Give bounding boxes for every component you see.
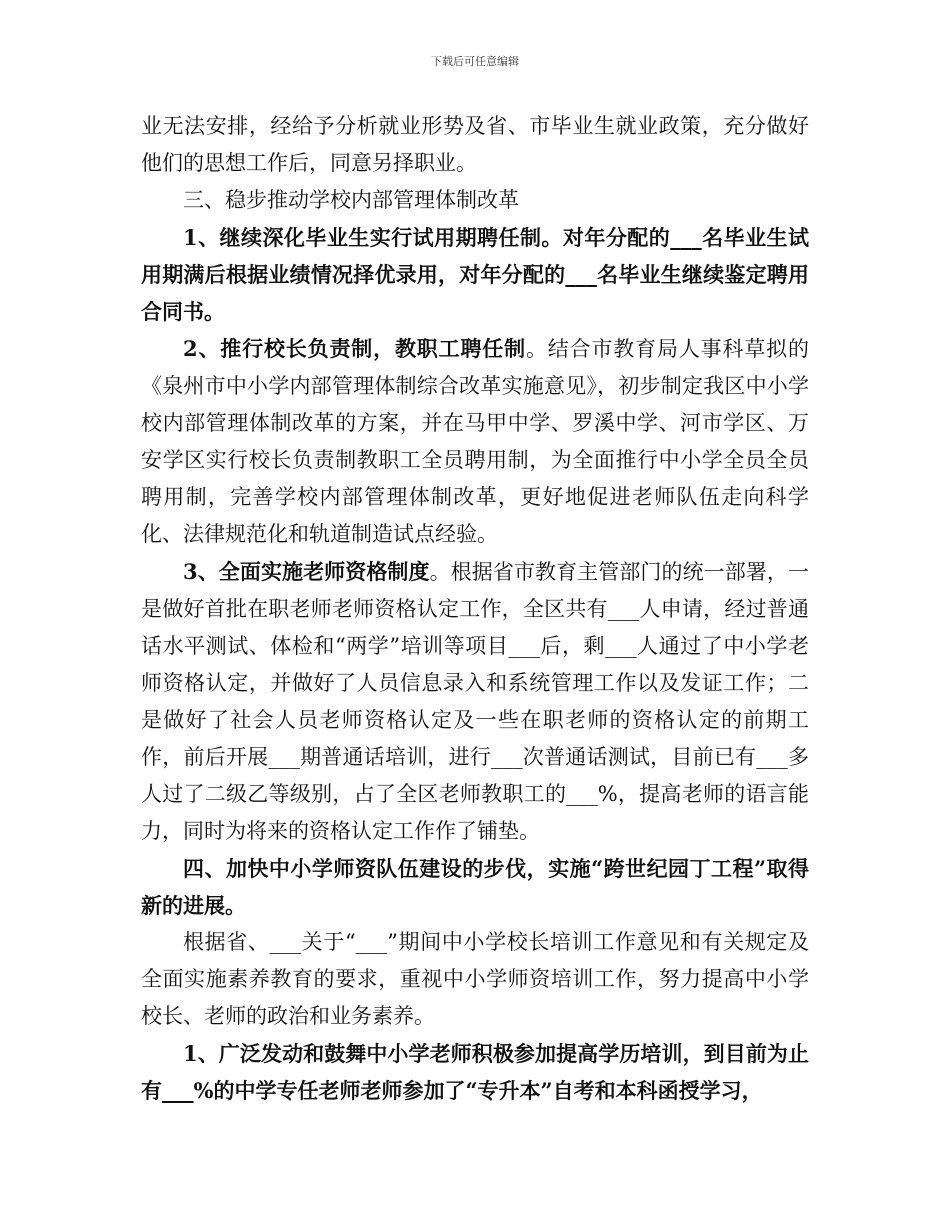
paragraph-training-requirements: 根据省、___关于“___”期间中小学校长培训工作意见和有关规定及全面实施素养教育的要求，重视中小学师资培训工作，努力提高中小学校长、老师的政治和业务素养。 — [141, 930, 809, 1028]
document-body — [141, 108, 809, 1109]
paragraph-employment: 业无法安排，经给予分析就业形势及省、市毕业生就业政策，充分做好他们的思想工作后，同意另择职业。 — [141, 114, 809, 175]
section-heading-4: 四、加快中小学师资队伍建设的步伐，实施“跨世纪园丁工程”取得新的进展。 — [141, 856, 809, 918]
paragraph-degree-training: 1、广泛发动和鼓舞中小学老师积极参加提高学历培训，到目前为止有___%的中学专任老师老师参加了“专升本”自考和本科函授学习， — [141, 1041, 809, 1103]
paragraph-principal-responsibility — [141, 330, 809, 553]
paragraph-text: 。结合市教育局人事科草拟的《泉州市中小学内部管理体制综合改革实施意见》，初步制定我区中小学校内部管理体制改革的方案，并在马甲中学、罗溪中学、河市学区、万安学区实行校长负责制教职工全员聘用制，为全面推行中小学全员全员聘用制，完善学校内部管理体制改革，更好地促进老师队伍走向科学化、法律规范化和轨道制造试点经验。 — [141, 337, 809, 546]
paragraph-probation-system: 1、继续深化毕业生实行试用期聘任制。对年分配的___名毕业生试用期满后根据业绩情况择优录用，对年分配的___名毕业生继续鉴定聘用合同书。 — [141, 225, 809, 324]
section-heading-3: 三、稳步推动学校内部管理体制改革 — [183, 188, 519, 212]
paragraph-teacher-qualification — [141, 553, 809, 850]
paragraph-text: 。根据省市教育主管部门的统一部署，一是做好首批在职老师老师资格认定工作，全区共有___人申请，经过普通话水平测试、体检和“两学”培训等项目___后，剩___人通过了中小学老师资格认定，并做好了人员信息录入和系统管理工作以及发证工作；二是做好了社会人员老师资格认定及一些在职老师的资格认定的前期工作，前后开展___期普通话培训，进行___次普通话测试，目前已有___多人过了二级乙等级别，占了全区老师教职工的___%，提高老师的语言能力，同时为将来的资格认定工作作了铺垫。 — [141, 560, 809, 843]
page-header: 下载后可任意编辑 — [431, 55, 519, 68]
paragraph-lead-in: 2、推行校长负责制，教职工聘任制 — [183, 336, 526, 361]
paragraph-lead-in: 3、全面实施老师资格制度 — [183, 559, 430, 584]
